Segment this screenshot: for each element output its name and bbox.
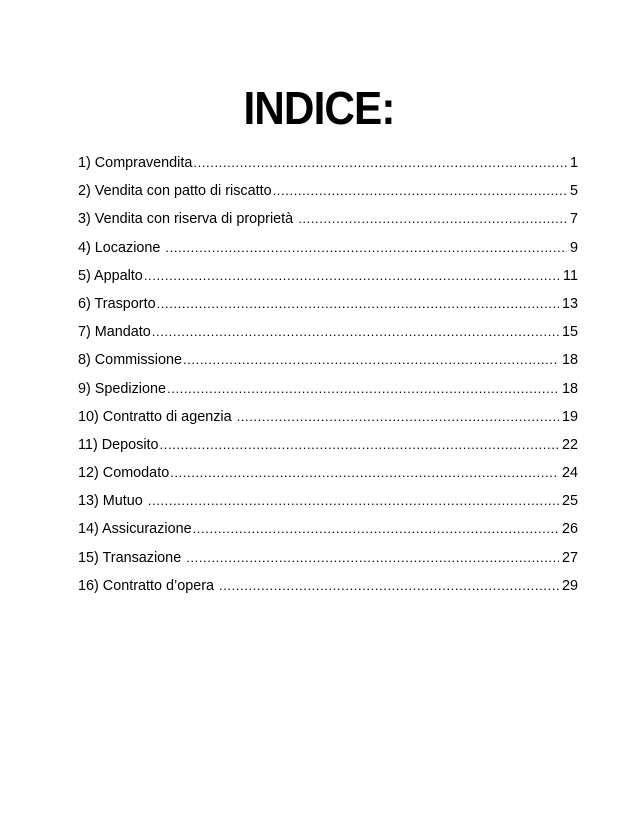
- toc-entry: [78, 348, 578, 376]
- dot-leader: [186, 546, 559, 570]
- toc-entry: [78, 236, 578, 264]
- toc-entry: [78, 320, 578, 348]
- dot-leader: [298, 207, 567, 231]
- toc-entry: [78, 461, 578, 489]
- toc-entry-label: 6) Trasporto: [78, 295, 156, 312]
- toc-entry: [78, 405, 578, 433]
- toc-entry-page: 18: [561, 352, 578, 369]
- toc-entry-page: 7: [569, 211, 578, 228]
- dot-leader: [165, 236, 567, 260]
- dot-leader: [219, 574, 559, 598]
- toc-entry-page: 13: [561, 295, 578, 312]
- toc-entry: [78, 517, 578, 545]
- toc-entry-label: 11) Deposito: [78, 436, 159, 453]
- dot-leader: [273, 179, 567, 203]
- toc-entry-label: 10) Contratto di agenzia: [78, 408, 236, 425]
- toc-entry-page: 29: [561, 577, 578, 594]
- toc-entry: [78, 489, 578, 517]
- toc-entry-label: 8) Commissione: [78, 352, 182, 369]
- toc-entry-page: 1: [569, 155, 578, 171]
- toc-entry-page: 24: [561, 465, 578, 482]
- dot-leader: [170, 461, 559, 485]
- dot-leader: [144, 264, 560, 288]
- toc-entry-page: 9: [569, 239, 578, 256]
- toc-entry: [78, 292, 578, 320]
- dot-leader: [160, 433, 559, 457]
- toc-entry-label: 12) Comodato: [78, 465, 170, 482]
- dot-leader: [193, 517, 559, 541]
- toc-entry-page: 18: [561, 380, 578, 397]
- dot-leader: [193, 151, 567, 175]
- toc-entry-label: 9) Spedizione: [78, 380, 167, 397]
- toc-entry: [78, 179, 578, 207]
- toc-entry: [78, 377, 578, 405]
- toc-entry-label: 7) Mandato: [78, 324, 151, 341]
- toc-entry-label: 14) Assicurazione: [78, 521, 192, 538]
- table-of-contents: [78, 151, 578, 602]
- toc-entry-label: 13) Mutuo: [78, 493, 147, 510]
- toc-entry-label: 3) Vendita con riserva di proprietà: [78, 211, 298, 228]
- dot-leader: [167, 377, 559, 401]
- toc-entry-label: 16) Contratto d’opera: [78, 577, 218, 594]
- page-title: INDICE:: [243, 82, 395, 134]
- toc-entry: [78, 546, 578, 574]
- toc-entry-label: 1) Compravendita: [78, 155, 193, 171]
- dot-leader: [152, 320, 559, 344]
- dot-leader: [183, 348, 559, 372]
- toc-entry-page: 22: [561, 436, 578, 453]
- toc-entry-label: 2) Vendita con patto di riscatto: [78, 183, 272, 200]
- toc-entry-page: 11: [563, 267, 578, 284]
- toc-entry-label: 15) Transazione: [78, 549, 186, 566]
- dot-leader: [157, 292, 559, 316]
- toc-entry-page: 25: [561, 493, 578, 510]
- toc-entry-page: 19: [561, 408, 578, 425]
- dot-leader: [148, 489, 559, 513]
- toc-entry-label: 4) Locazione: [78, 239, 165, 256]
- toc-entry: [78, 574, 578, 602]
- toc-entry-page: 27: [561, 549, 578, 566]
- toc-entry-page: 5: [569, 183, 578, 200]
- toc-entry-label: 5) Appalto: [78, 267, 143, 284]
- dot-leader: [237, 405, 559, 429]
- toc-entry: [78, 151, 578, 179]
- toc-entry-page: 15: [561, 324, 578, 341]
- toc-entry: [78, 433, 578, 461]
- toc-entry-page: 26: [561, 521, 578, 538]
- toc-entry: [78, 264, 578, 292]
- toc-entry: [78, 207, 578, 235]
